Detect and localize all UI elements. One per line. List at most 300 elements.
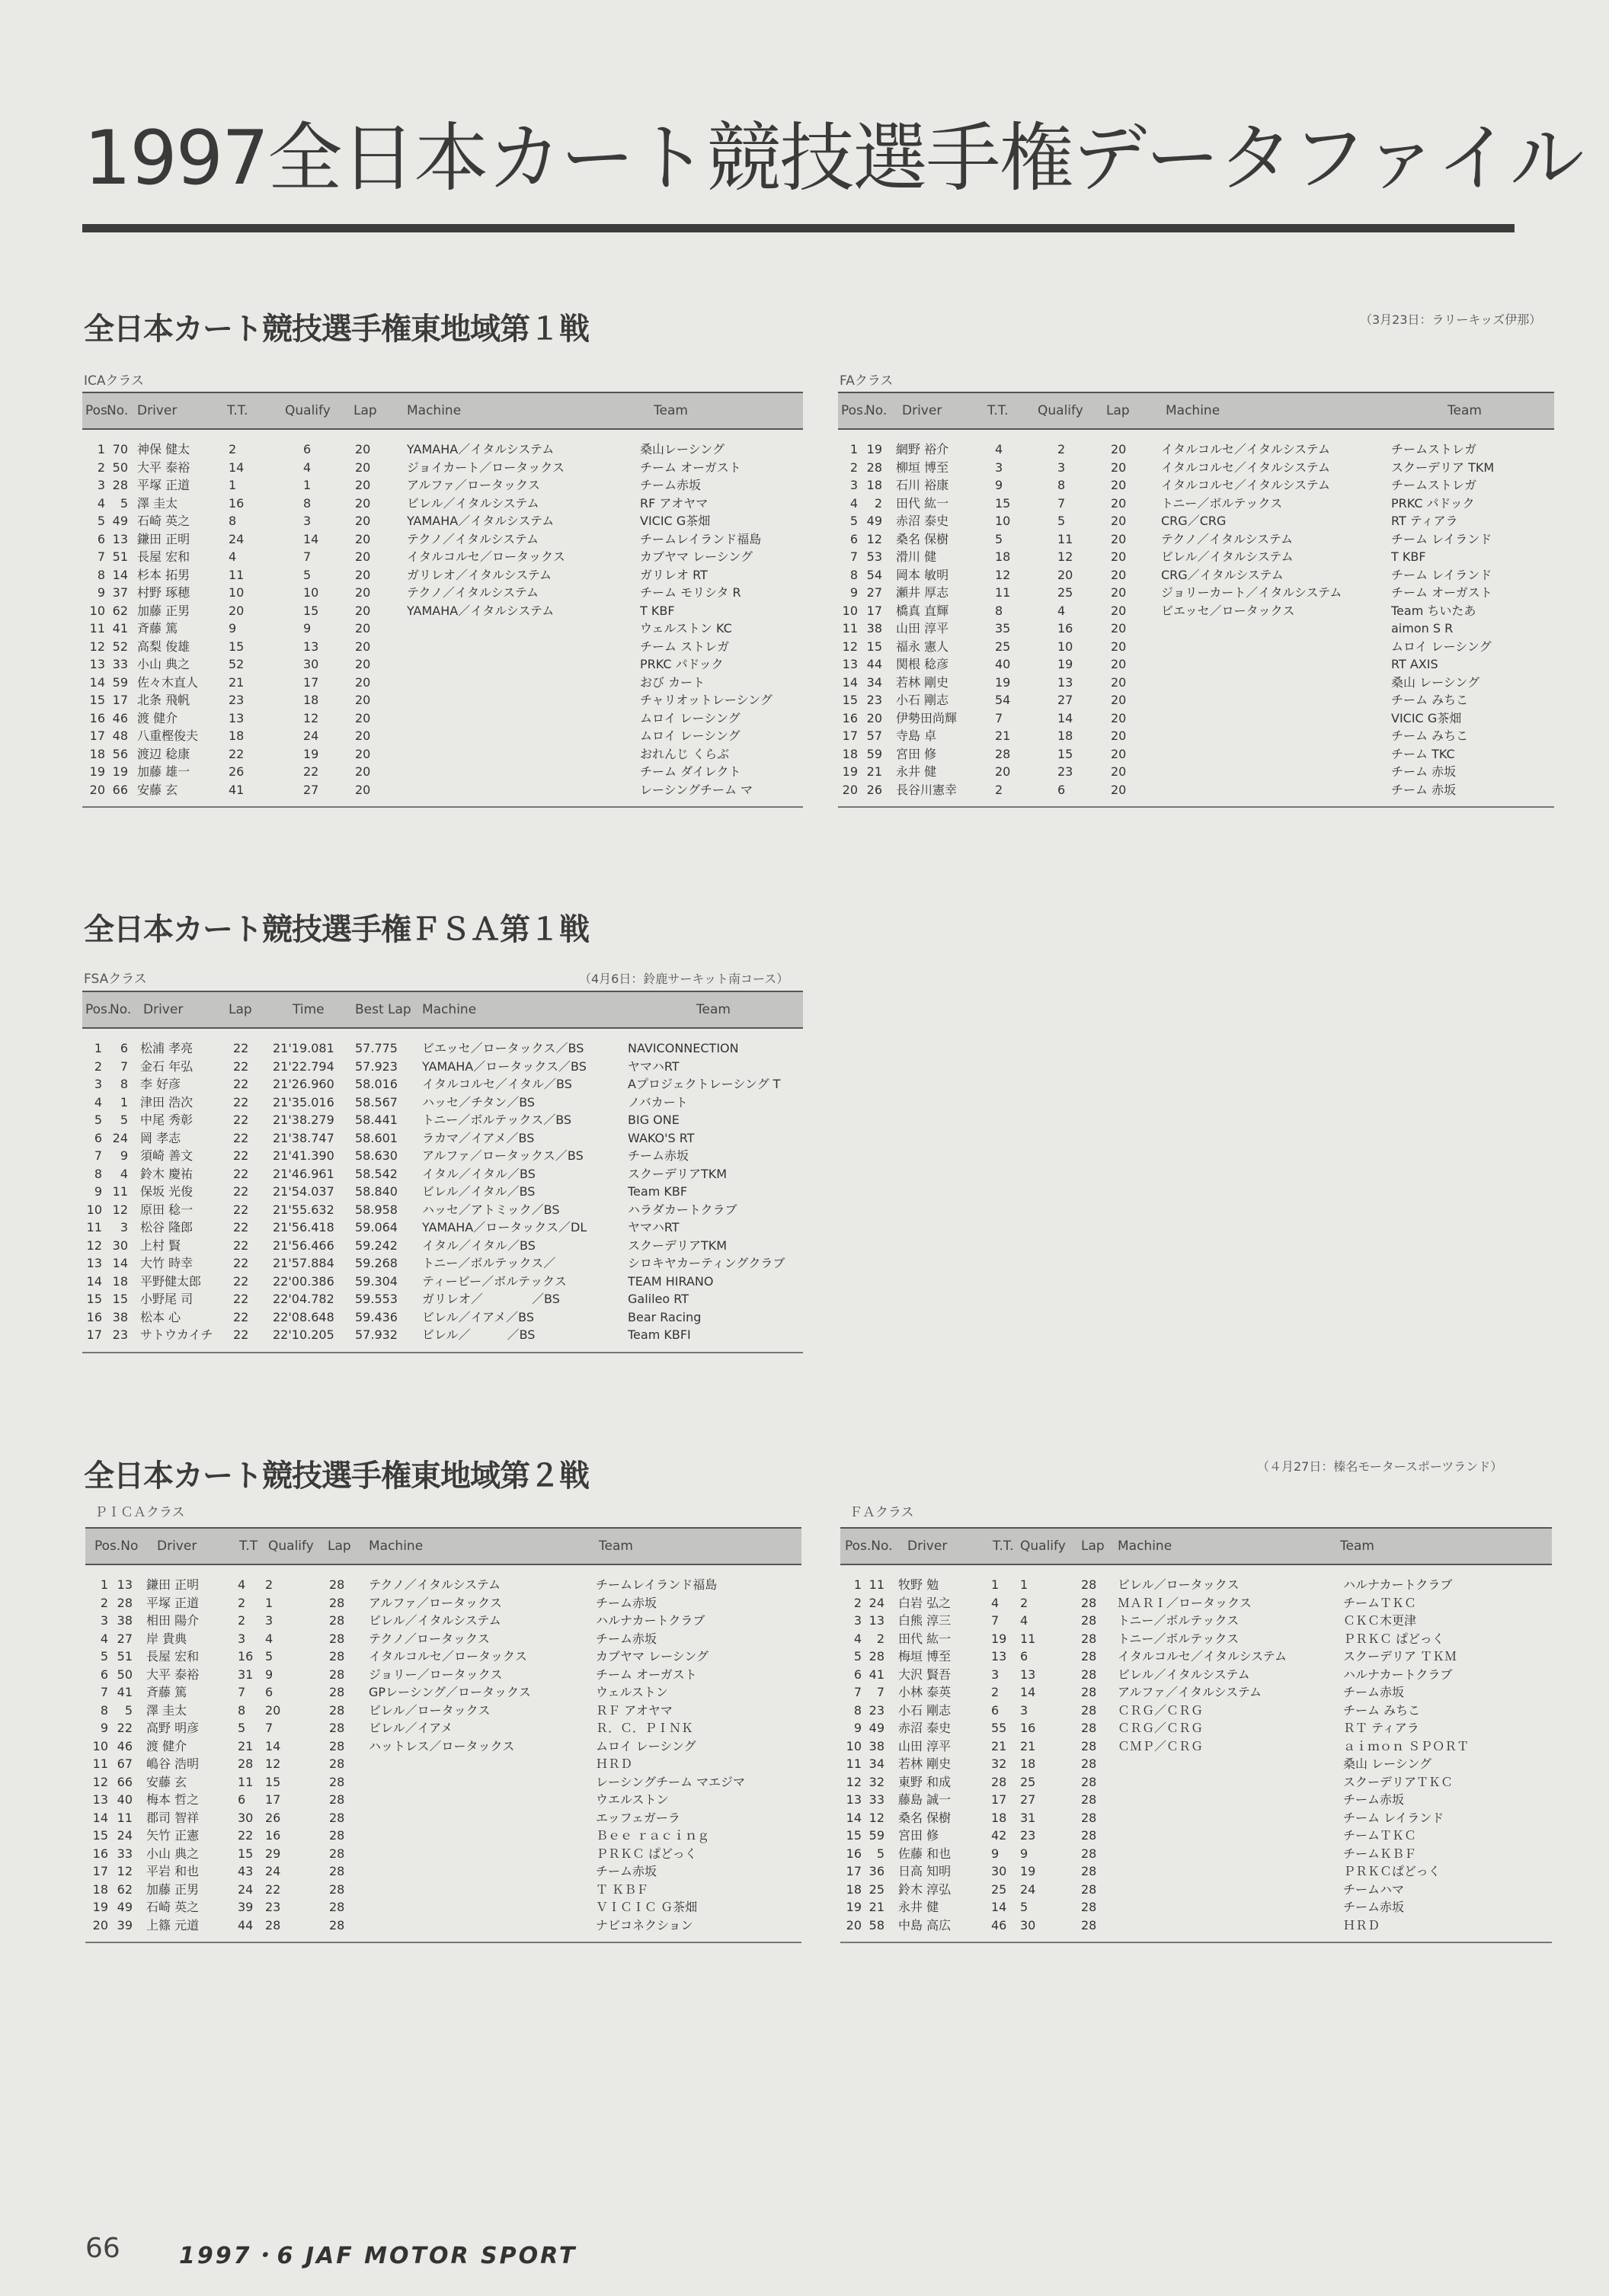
table-cell: 28 bbox=[1081, 1810, 1097, 1825]
table-cell: 3 bbox=[97, 478, 105, 492]
table-header bbox=[85, 1527, 801, 1565]
table-cell: ビレル／イタルシステム bbox=[407, 495, 539, 511]
table-cell: 8 bbox=[97, 567, 105, 582]
table-cell: 28 bbox=[1081, 1631, 1097, 1646]
table-cell: 大沢 賢吾 bbox=[898, 1667, 952, 1682]
table-cell: 16 bbox=[265, 1828, 281, 1843]
table-row bbox=[85, 1594, 801, 1612]
table-cell: トニー／ボルテックス／ bbox=[422, 1256, 556, 1270]
table-cell: 15 bbox=[112, 1292, 128, 1306]
table-cell: 18 bbox=[92, 1881, 108, 1897]
table-cell: チームレイランド福島 bbox=[640, 531, 762, 546]
table-cell: 11 bbox=[868, 1577, 884, 1592]
table-cell: 16 bbox=[89, 710, 105, 725]
table-cell: 1 bbox=[853, 1577, 862, 1592]
table-cell: シロキヤカーティングクラブ bbox=[628, 1256, 785, 1270]
table-cell: 20 bbox=[1111, 621, 1127, 636]
table-cell: 22 bbox=[233, 1327, 249, 1342]
table-cell: テクノ／イタルシステム bbox=[369, 1577, 501, 1592]
table-cell: 郡司 智祥 bbox=[146, 1810, 200, 1825]
table-cell: 須崎 善文 bbox=[140, 1148, 194, 1163]
table-cell: 2 bbox=[1057, 442, 1066, 456]
table-cell: 大平 泰裕 bbox=[146, 1667, 200, 1682]
table-cell: テクノ／イタルシステム bbox=[1161, 531, 1294, 546]
table-cell: 38 bbox=[112, 1309, 128, 1324]
table-cell: 桑名 保樹 bbox=[898, 1810, 952, 1825]
table-cell: 2 bbox=[94, 1058, 102, 1074]
table-cell: 岡 孝志 bbox=[140, 1130, 181, 1145]
table-cell: 9 bbox=[100, 1721, 108, 1735]
table-cell: 斉藤 篤 bbox=[146, 1685, 187, 1699]
table-cell: 5 bbox=[94, 1113, 102, 1127]
class-label-fa-east2: ＦＡクラス bbox=[849, 1505, 914, 1520]
table-cell: 59.242 bbox=[355, 1238, 398, 1253]
table-cell: 23 bbox=[1057, 764, 1073, 779]
table-cell: チーム オーガスト bbox=[596, 1667, 697, 1682]
table-cell: 22 bbox=[233, 1220, 249, 1234]
table-cell: 10 bbox=[846, 1738, 862, 1753]
table-bottom-rule bbox=[840, 1942, 1552, 1943]
table-cell: 19 bbox=[995, 674, 1011, 690]
table-cell: 14 bbox=[991, 1900, 1007, 1914]
table-cell: 4 bbox=[303, 460, 312, 475]
table-cell: 11 bbox=[229, 567, 245, 582]
table-cell: 41 bbox=[117, 1685, 133, 1699]
table-cell: 20 bbox=[89, 782, 105, 797]
table-cell: 20 bbox=[229, 603, 245, 618]
table-cell: 20 bbox=[355, 657, 371, 671]
table-cell: 滑川 健 bbox=[896, 549, 937, 564]
table-cell: アルファ／ロータックス／BS bbox=[422, 1148, 584, 1163]
table-cell: 58.567 bbox=[355, 1094, 398, 1110]
table-cell: 44 bbox=[238, 1917, 254, 1933]
table-cell: 39 bbox=[238, 1900, 254, 1914]
table-cell: スクーデリアＴＫＣ bbox=[1343, 1774, 1454, 1789]
table-row bbox=[840, 1576, 1552, 1593]
table-cell: 6 bbox=[120, 1041, 128, 1055]
table-cell: 62 bbox=[117, 1881, 133, 1897]
table-cell: 3 bbox=[1020, 1702, 1028, 1718]
table-cell: 安藤 玄 bbox=[146, 1774, 187, 1789]
column-header: No. bbox=[110, 1002, 132, 1017]
table-cell: 20 bbox=[1111, 729, 1127, 743]
table-cell: イタル／イタル／BS bbox=[422, 1238, 536, 1253]
table-cell: 1 bbox=[100, 1577, 108, 1592]
table-cell: YAMAHA／ロータックス／DL bbox=[422, 1220, 587, 1234]
table-cell: 4 bbox=[238, 1577, 246, 1592]
table-cell: 相田 陽介 bbox=[146, 1613, 200, 1628]
table-row bbox=[82, 602, 803, 620]
table-cell: 20 bbox=[1111, 585, 1127, 600]
table-cell: 9 bbox=[853, 1721, 862, 1735]
table-row bbox=[840, 1702, 1552, 1719]
table-cell: 永井 健 bbox=[896, 764, 937, 779]
table-cell: 59 bbox=[868, 1828, 884, 1843]
table-cell: 22 bbox=[233, 1130, 249, 1145]
table-cell: 梅本 哲之 bbox=[146, 1792, 200, 1807]
table-row bbox=[85, 1683, 801, 1701]
table-cell: 28 bbox=[329, 1577, 345, 1592]
table-cell: チーム赤坂 bbox=[1343, 1900, 1405, 1914]
table-cell: 瀬井 厚志 bbox=[896, 585, 949, 600]
table-cell: 28 bbox=[329, 1810, 345, 1825]
table-cell: 28 bbox=[329, 1685, 345, 1699]
table-cell: 3 bbox=[1057, 460, 1066, 475]
table-cell: イタルコルセ／ロータックス bbox=[369, 1649, 527, 1664]
table-cell: 30 bbox=[991, 1864, 1007, 1878]
table-cell: スクーデリアTKM bbox=[628, 1238, 728, 1253]
table-row bbox=[840, 1737, 1552, 1755]
table-cell: 3 bbox=[849, 478, 858, 492]
table-cell: スクーデリア ＴＫＭ bbox=[1343, 1649, 1457, 1664]
table-cell: ハルナカートクラブ bbox=[1343, 1577, 1453, 1592]
table-cell: 5 bbox=[100, 1649, 108, 1664]
table-cell: 22 bbox=[117, 1721, 133, 1735]
table-cell: 15 bbox=[229, 639, 245, 654]
column-header: Team bbox=[599, 1539, 633, 1554]
table-cell: 李 好彦 bbox=[140, 1077, 181, 1091]
table-body bbox=[840, 1565, 1552, 1942]
table-cell: 1 bbox=[97, 442, 105, 456]
column-header: Machine bbox=[1166, 403, 1220, 418]
table-cell: 27 bbox=[117, 1631, 133, 1646]
table-cell: 49 bbox=[112, 514, 128, 528]
table-cell: 14 bbox=[1020, 1685, 1036, 1699]
table-cell: ノバカート bbox=[628, 1094, 688, 1110]
table-cell: 22 bbox=[229, 746, 245, 761]
table-cell: 18 bbox=[1020, 1756, 1036, 1771]
table-cell: 8 bbox=[229, 514, 237, 528]
table-cell: 13 bbox=[112, 531, 128, 546]
table-cell: 鎌田 正明 bbox=[146, 1577, 200, 1592]
table-cell: 寺島 卓 bbox=[896, 729, 937, 743]
table-cell: ＣＭＰ／ＣＲＧ bbox=[1118, 1738, 1204, 1753]
table-cell: ＭＡＲＩ／ロータックス bbox=[1118, 1595, 1252, 1610]
table-cell: 22'04.782 bbox=[273, 1292, 334, 1306]
table-cell: ＨＲＤ bbox=[1343, 1917, 1380, 1933]
table-row bbox=[82, 1094, 803, 1111]
table-cell: スクーデリア TKM bbox=[1391, 460, 1495, 475]
table-cell: 20 bbox=[355, 442, 371, 456]
table-cell: 八重樫俊夫 bbox=[137, 729, 199, 743]
table-cell: 66 bbox=[117, 1774, 133, 1789]
table-cell: ＶＩＣＩＣ Ｇ茶畑 bbox=[596, 1900, 698, 1914]
table-cell: 12 bbox=[112, 1202, 128, 1217]
table-cell: 28 bbox=[329, 1631, 345, 1646]
column-header: Qualify bbox=[268, 1539, 314, 1554]
table-row bbox=[85, 1773, 801, 1791]
table-cell: 21 bbox=[229, 674, 245, 690]
table-row bbox=[840, 1809, 1552, 1827]
column-header: No. bbox=[107, 403, 129, 418]
table-cell: 15 bbox=[265, 1774, 281, 1789]
table-cell: 18 bbox=[1057, 729, 1073, 743]
table-cell: 加藤 雄一 bbox=[137, 764, 190, 779]
table-cell: 山田 淳平 bbox=[898, 1738, 952, 1753]
table-cell: 17 bbox=[89, 729, 105, 743]
table-cell: 6 bbox=[238, 1792, 246, 1807]
table-cell: 28 bbox=[1081, 1667, 1097, 1682]
table-row bbox=[82, 709, 803, 727]
table-row bbox=[82, 1147, 803, 1164]
table-cell: ハットレス／ロータックス bbox=[369, 1738, 515, 1753]
section-title-2: 全日本カート競技選手権ＦＳＡ第１戦 bbox=[84, 912, 589, 947]
table-cell: TEAM HIRANO bbox=[628, 1273, 714, 1289]
table-cell: 23 bbox=[229, 693, 245, 707]
table-cell: 17 bbox=[112, 693, 128, 707]
table-cell: チームストレガ bbox=[1391, 478, 1477, 492]
table-row bbox=[838, 495, 1554, 512]
table-cell: 28 bbox=[329, 1917, 345, 1933]
table-cell: 19 bbox=[89, 764, 105, 779]
table-cell: 41 bbox=[112, 621, 128, 636]
table-cell: 15 bbox=[846, 1828, 862, 1843]
table-bottom-rule bbox=[82, 806, 803, 808]
table-row bbox=[838, 655, 1554, 673]
table-row bbox=[82, 440, 803, 458]
table-row bbox=[838, 476, 1554, 494]
table-cell: 34 bbox=[868, 1756, 884, 1771]
table-cell: Ｔ ＫＢＦ bbox=[596, 1881, 649, 1897]
table-cell: 梅垣 博至 bbox=[898, 1649, 952, 1664]
table-cell: 17 bbox=[86, 1327, 102, 1342]
table-cell: 2 bbox=[238, 1595, 246, 1610]
table-cell: ガリレオ／ ／BS bbox=[422, 1292, 560, 1306]
table-cell: 2 bbox=[229, 442, 237, 456]
table-cell: 7 bbox=[876, 1685, 884, 1699]
table-cell: 28 bbox=[1081, 1846, 1097, 1861]
table-cell: イタルコルセ／イタルシステム bbox=[1161, 478, 1331, 492]
table-cell: 13 bbox=[868, 1613, 884, 1628]
table-row bbox=[85, 1917, 801, 1934]
table-cell: 30 bbox=[303, 657, 319, 671]
table-cell: 9 bbox=[849, 585, 858, 600]
table-cell: 桑山 レーシング bbox=[1391, 674, 1480, 690]
table-cell: ビレル／イタルシステム bbox=[369, 1613, 501, 1628]
table-cell: ウェルストン bbox=[596, 1685, 668, 1699]
table-cell: 7 bbox=[265, 1721, 273, 1735]
table-cell: 49 bbox=[866, 514, 882, 528]
table-cell: 20 bbox=[1111, 567, 1127, 582]
table-cell: 18 bbox=[112, 1273, 128, 1289]
table-body bbox=[85, 1565, 801, 1942]
table-cell: 12 bbox=[866, 531, 882, 546]
table-row bbox=[82, 1273, 803, 1290]
table-cell: 20 bbox=[1111, 514, 1127, 528]
column-header: Pos. bbox=[841, 403, 868, 418]
table-cell: ウェルストン KC bbox=[640, 621, 732, 636]
table-row bbox=[838, 727, 1554, 745]
table-cell: 18 bbox=[991, 1810, 1007, 1825]
table-cell: 2 bbox=[876, 1631, 884, 1646]
results-table-pica bbox=[85, 1527, 801, 1942]
table-cell: 13 bbox=[89, 657, 105, 671]
table-cell: 14 bbox=[1057, 710, 1073, 725]
table-cell: 11 bbox=[238, 1774, 254, 1789]
table-cell: 28 bbox=[866, 460, 882, 475]
table-cell: 保坂 光俊 bbox=[140, 1184, 194, 1199]
table-cell: 58.542 bbox=[355, 1166, 398, 1181]
table-cell: 白熊 淳三 bbox=[898, 1613, 952, 1628]
table-cell: 20 bbox=[355, 674, 371, 690]
table-row bbox=[82, 674, 803, 691]
table-row bbox=[85, 1666, 801, 1683]
column-header: T.T. bbox=[993, 1539, 1014, 1554]
table-cell: 24 bbox=[265, 1864, 281, 1878]
table-cell: 62 bbox=[112, 603, 128, 618]
table-cell: 50 bbox=[117, 1667, 133, 1682]
table-cell: 2 bbox=[995, 782, 1003, 797]
table-cell: 伊勢田尚輝 bbox=[896, 710, 958, 725]
table-cell: 20 bbox=[866, 710, 882, 725]
table-cell: 高野 明彦 bbox=[146, 1721, 200, 1735]
table-cell: 13 bbox=[846, 1792, 862, 1807]
table-cell: 21'38.747 bbox=[273, 1130, 334, 1145]
table-row bbox=[840, 1594, 1552, 1612]
table-cell: 51 bbox=[117, 1649, 133, 1664]
table-row bbox=[840, 1827, 1552, 1844]
table-cell: RT ティアラ bbox=[1391, 514, 1458, 528]
table-row bbox=[840, 1683, 1552, 1701]
table-cell: 8 bbox=[995, 603, 1003, 618]
table-cell: ムロイ レーシング bbox=[640, 729, 741, 743]
table-cell: 15 bbox=[86, 1292, 102, 1306]
table-cell: VICIC G茶畑 bbox=[1391, 710, 1462, 725]
table-cell: 5 bbox=[238, 1721, 246, 1735]
table-cell: 21 bbox=[995, 729, 1011, 743]
table-row bbox=[840, 1898, 1552, 1916]
table-cell: 9 bbox=[97, 585, 105, 600]
table-cell: 5 bbox=[303, 567, 312, 582]
table-cell: 8 bbox=[303, 495, 312, 511]
table-cell: 6 bbox=[100, 1667, 108, 1682]
table-cell: 22 bbox=[233, 1184, 249, 1199]
table-cell: イタルコルセ／イタルシステム bbox=[1161, 460, 1331, 475]
table-cell: 10 bbox=[1057, 639, 1073, 654]
table-cell: 25 bbox=[1020, 1774, 1036, 1789]
table-cell: 11 bbox=[846, 1756, 862, 1771]
table-cell: 41 bbox=[868, 1667, 884, 1682]
table-cell: 58.840 bbox=[355, 1184, 398, 1199]
table-cell: 1 bbox=[303, 478, 312, 492]
table-cell: チーム赤坂 bbox=[1343, 1685, 1405, 1699]
table-cell: 20 bbox=[355, 531, 371, 546]
table-cell: 21'55.632 bbox=[273, 1202, 334, 1217]
table-cell: 32 bbox=[868, 1774, 884, 1789]
table-cell: aimon S R bbox=[1391, 621, 1454, 636]
table-cell: 14 bbox=[303, 531, 319, 546]
table-cell: 52 bbox=[229, 657, 245, 671]
table-cell: テクノ／イタルシステム bbox=[407, 585, 539, 600]
table-row bbox=[85, 1898, 801, 1916]
table-cell: 18 bbox=[846, 1881, 862, 1897]
table-cell: 13 bbox=[86, 1256, 102, 1270]
table-cell: 岡本 敏明 bbox=[896, 567, 949, 582]
table-cell: ガリレオ RT bbox=[640, 567, 708, 582]
table-cell: 21 bbox=[868, 1900, 884, 1914]
table-cell: 橋真 直輝 bbox=[896, 603, 949, 618]
table-cell: 平野健太郎 bbox=[140, 1273, 202, 1289]
table-cell: 20 bbox=[1111, 782, 1127, 797]
table-cell: NAVICONNECTION bbox=[628, 1041, 739, 1055]
table-cell: 5 bbox=[120, 1113, 128, 1127]
table-cell: PRKC パドック bbox=[640, 657, 724, 671]
table-cell: ヤマハRT bbox=[628, 1220, 680, 1234]
table-cell: T KBF bbox=[1391, 549, 1426, 564]
column-header: Lap bbox=[328, 1539, 351, 1554]
table-cell: 東野 和成 bbox=[898, 1774, 952, 1789]
table-cell: 長屋 宏和 bbox=[146, 1649, 200, 1664]
table-cell: 37 bbox=[112, 585, 128, 600]
table-cell: 6 bbox=[1020, 1649, 1028, 1664]
table-cell: 16 bbox=[229, 495, 245, 511]
table-cell: ヤマハRT bbox=[628, 1058, 680, 1074]
table-cell: ムロイ レーシング bbox=[640, 710, 741, 725]
table-cell: Aプロジェクトレーシング T bbox=[628, 1077, 781, 1091]
table-cell: 小山 典之 bbox=[146, 1846, 200, 1861]
table-cell: 2 bbox=[991, 1685, 1000, 1699]
table-cell: 1 bbox=[849, 442, 858, 456]
table-cell: 原田 稔一 bbox=[140, 1202, 194, 1217]
table-cell: 58.441 bbox=[355, 1113, 398, 1127]
table-cell: 46 bbox=[117, 1738, 133, 1753]
table-cell: 長屋 宏和 bbox=[137, 549, 190, 564]
table-cell: 3 bbox=[853, 1613, 862, 1628]
table-cell: 22 bbox=[233, 1202, 249, 1217]
table-cell: 21'54.037 bbox=[273, 1184, 334, 1199]
table-cell: 27 bbox=[1057, 693, 1073, 707]
table-cell: 58.630 bbox=[355, 1148, 398, 1163]
table-cell: 26 bbox=[265, 1810, 281, 1825]
table-cell: 20 bbox=[355, 567, 371, 582]
table-cell: ビレル／イアメ bbox=[369, 1721, 453, 1735]
table-cell: 宮田 修 bbox=[898, 1828, 939, 1843]
table-cell: チームハマ bbox=[1343, 1881, 1405, 1897]
table-row bbox=[85, 1755, 801, 1772]
table-cell: ハラダカートクラブ bbox=[628, 1202, 737, 1217]
table-cell: 5 bbox=[853, 1649, 862, 1664]
table-cell: 44 bbox=[866, 657, 882, 671]
table-cell: 14 bbox=[86, 1273, 102, 1289]
table-cell: 58.601 bbox=[355, 1130, 398, 1145]
table-cell: Ｒ．Ｃ．ＰＩＮＫ bbox=[596, 1721, 694, 1735]
table-row bbox=[82, 1165, 803, 1183]
table-cell: 日高 知明 bbox=[898, 1864, 952, 1878]
table-row bbox=[840, 1917, 1552, 1934]
table-cell: 22 bbox=[233, 1309, 249, 1324]
table-cell: トニー／ボルテックス／BS bbox=[422, 1113, 572, 1127]
table-cell: ＲＴ ティアラ bbox=[1343, 1721, 1419, 1735]
table-cell: 加藤 正男 bbox=[146, 1881, 200, 1897]
table-cell: 23 bbox=[265, 1900, 281, 1914]
table-cell: ハッセ／アトミック／BS bbox=[422, 1202, 560, 1217]
column-header: Driver bbox=[143, 1002, 184, 1017]
table-row bbox=[840, 1630, 1552, 1648]
table-cell: 永井 健 bbox=[898, 1900, 939, 1914]
table-cell: 7 bbox=[995, 710, 1003, 725]
table-body bbox=[82, 430, 803, 806]
table-cell: 35 bbox=[995, 621, 1011, 636]
column-header: Lap bbox=[1081, 1539, 1105, 1554]
table-cell: 17 bbox=[866, 603, 882, 618]
table-cell: 21'57.884 bbox=[273, 1256, 334, 1270]
table-cell: 17 bbox=[991, 1792, 1007, 1807]
table-cell: 27 bbox=[1020, 1792, 1036, 1807]
table-cell: 柳垣 博至 bbox=[896, 460, 949, 475]
table-cell: ＨＲＤ bbox=[596, 1756, 633, 1771]
table-row bbox=[82, 566, 803, 584]
column-header: Machine bbox=[407, 403, 462, 418]
